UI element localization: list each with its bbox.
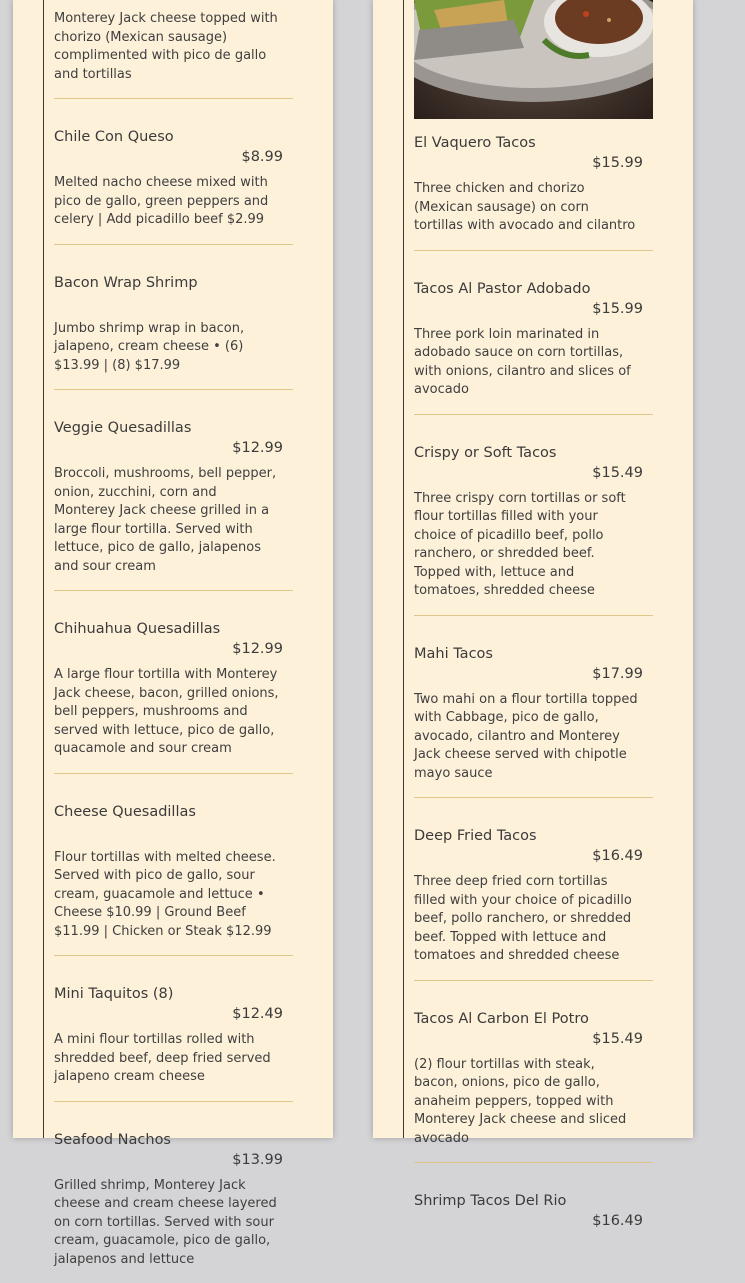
item-divider: [414, 980, 653, 981]
item-description: Three deep fried corn tortillas filled with your choice of picadillo beef, pollo ranchero, or shredded beef. Topped with lettuce and tomatoes and shredded cheese: [414, 873, 653, 966]
menu-item: [54, 1116, 293, 1283]
item-name: Tacos Al Pastor Adobado: [414, 265, 653, 298]
item-price: $15.99: [414, 300, 653, 318]
item-description: Broccoli, mushrooms, bell pepper, onion, zucchini, corn and Monterey Jack cheese grilled in a large flour tortilla. Served with lettuce, pico de gallo, jalapenos and sour cream: [54, 465, 293, 576]
menu-item: [54, 0, 293, 113]
item-name: Chihuahua Quesadillas: [54, 605, 293, 638]
item-price: [54, 823, 293, 841]
menu-item: [414, 812, 653, 995]
menu-item: [414, 265, 653, 429]
item-divider: [414, 1162, 653, 1163]
item-price: $16.49: [414, 1212, 653, 1230]
item-price: $12.99: [54, 439, 293, 457]
item-divider: [54, 389, 293, 390]
menu-item: [54, 605, 293, 788]
item-description: Jumbo shrimp wrap in bacon, jalapeno, cream cheese • (6) $13.99 | (8) $17.99: [54, 320, 293, 376]
item-price: [54, 294, 293, 312]
item-description: Monterey Jack cheese topped with chorizo (Mexican sausage) complimented with pico de gallo and tortillas: [54, 10, 293, 84]
item-divider: [414, 797, 653, 798]
item-name: El Vaquero Tacos: [414, 119, 653, 152]
item-name: Bacon Wrap Shrimp: [54, 259, 293, 292]
menu-column-left: [54, 0, 293, 1283]
menu-item: [54, 404, 293, 605]
item-price: $17.99: [414, 665, 653, 683]
item-name: Veggie Quesadillas: [54, 404, 293, 437]
item-price: $13.99: [54, 1151, 293, 1169]
menu-column-right: [414, 119, 653, 1244]
item-divider: [54, 98, 293, 99]
item-divider: [414, 615, 653, 616]
menu-item: [414, 119, 653, 265]
menu-item: [414, 630, 653, 813]
item-name: Cheese Quesadillas: [54, 788, 293, 821]
item-divider: [54, 244, 293, 245]
item-description: Grilled shrimp, Monterey Jack cheese and cream cheese layered on corn tortillas. Served with sour cream, guacamole, pico de gallo, jalapenos and lettuce: [54, 1177, 293, 1270]
item-price: $15.49: [414, 1030, 653, 1048]
item-description: Three pork loin marinated in adobado sauce on corn tortillas, with onions, cilantro and slices of avocado: [414, 326, 653, 400]
item-description: Flour tortillas with melted cheese. Served with pico de gallo, sour cream, guacamole and lettuce • Cheese $10.99 | Ground Beef $11.99 | Chicken or Steak $12.99: [54, 849, 293, 942]
menu-item: [414, 429, 653, 630]
item-name: Tacos Al Carbon El Potro: [414, 995, 653, 1028]
item-description: Two mahi on a flour tortilla topped with Cabbage, pico de gallo, avocado, cilantro and Monterey Jack cheese served with chipotle mayo sauce: [414, 691, 653, 784]
item-description: Three chicken and chorizo (Mexican sausage) on corn tortillas with avocado and cilantro: [414, 180, 653, 236]
item-name: Shrimp Tacos Del Rio: [414, 1177, 653, 1210]
item-price: $16.49: [414, 847, 653, 865]
item-price: $15.49: [414, 464, 653, 482]
menu-item: [414, 995, 653, 1178]
item-name: Mini Taquitos (8): [54, 970, 293, 1003]
menu-item: [54, 259, 293, 405]
page-margin-line: [403, 0, 404, 1138]
item-description: Melted nacho cheese mixed with pico de gallo, green peppers and celery | Add picadillo beef $2.99: [54, 174, 293, 230]
item-name: Deep Fried Tacos: [414, 812, 653, 845]
menu-page-right: [373, 0, 693, 1138]
page-margin-line: [43, 0, 44, 1138]
item-divider: [54, 955, 293, 956]
item-divider: [414, 250, 653, 251]
item-price: $8.99: [54, 148, 293, 166]
item-divider: [54, 773, 293, 774]
item-name: Crispy or Soft Tacos: [414, 429, 653, 462]
menu-item: [54, 970, 293, 1116]
item-divider: [54, 1101, 293, 1102]
item-divider: [414, 414, 653, 415]
item-description: Three crispy corn tortillas or soft flour tortillas filled with your choice of picadillo beef, pollo ranchero, or shredded beef. Topped with, lettuce and tomatoes, shredded cheese: [414, 490, 653, 601]
item-description: (2) flour tortillas with steak, bacon, onions, pico de gallo, anaheim peppers, topped with Monterey Jack cheese and sliced avocado: [414, 1056, 653, 1149]
item-name: Seafood Nachos: [54, 1116, 293, 1149]
tacos-photo: [414, 0, 653, 119]
item-name: Chile Con Queso: [54, 113, 293, 146]
menu-item: [54, 113, 293, 259]
menu-item: [414, 1177, 653, 1244]
item-price: $12.49: [54, 1005, 293, 1023]
item-name: Mahi Tacos: [414, 630, 653, 663]
item-description: A mini flour tortillas rolled with shredded beef, deep fried served jalapeno cream cheese: [54, 1031, 293, 1087]
item-description: A large flour tortilla with Monterey Jack cheese, bacon, grilled onions, bell peppers, mushrooms and served with lettuce, pico de gallo, quacamole and sour cream: [54, 666, 293, 759]
menu-item: [54, 788, 293, 971]
item-divider: [54, 590, 293, 591]
item-price: $15.99: [414, 154, 653, 172]
menu-page-left: [13, 0, 333, 1138]
item-price: $12.99: [54, 640, 293, 658]
